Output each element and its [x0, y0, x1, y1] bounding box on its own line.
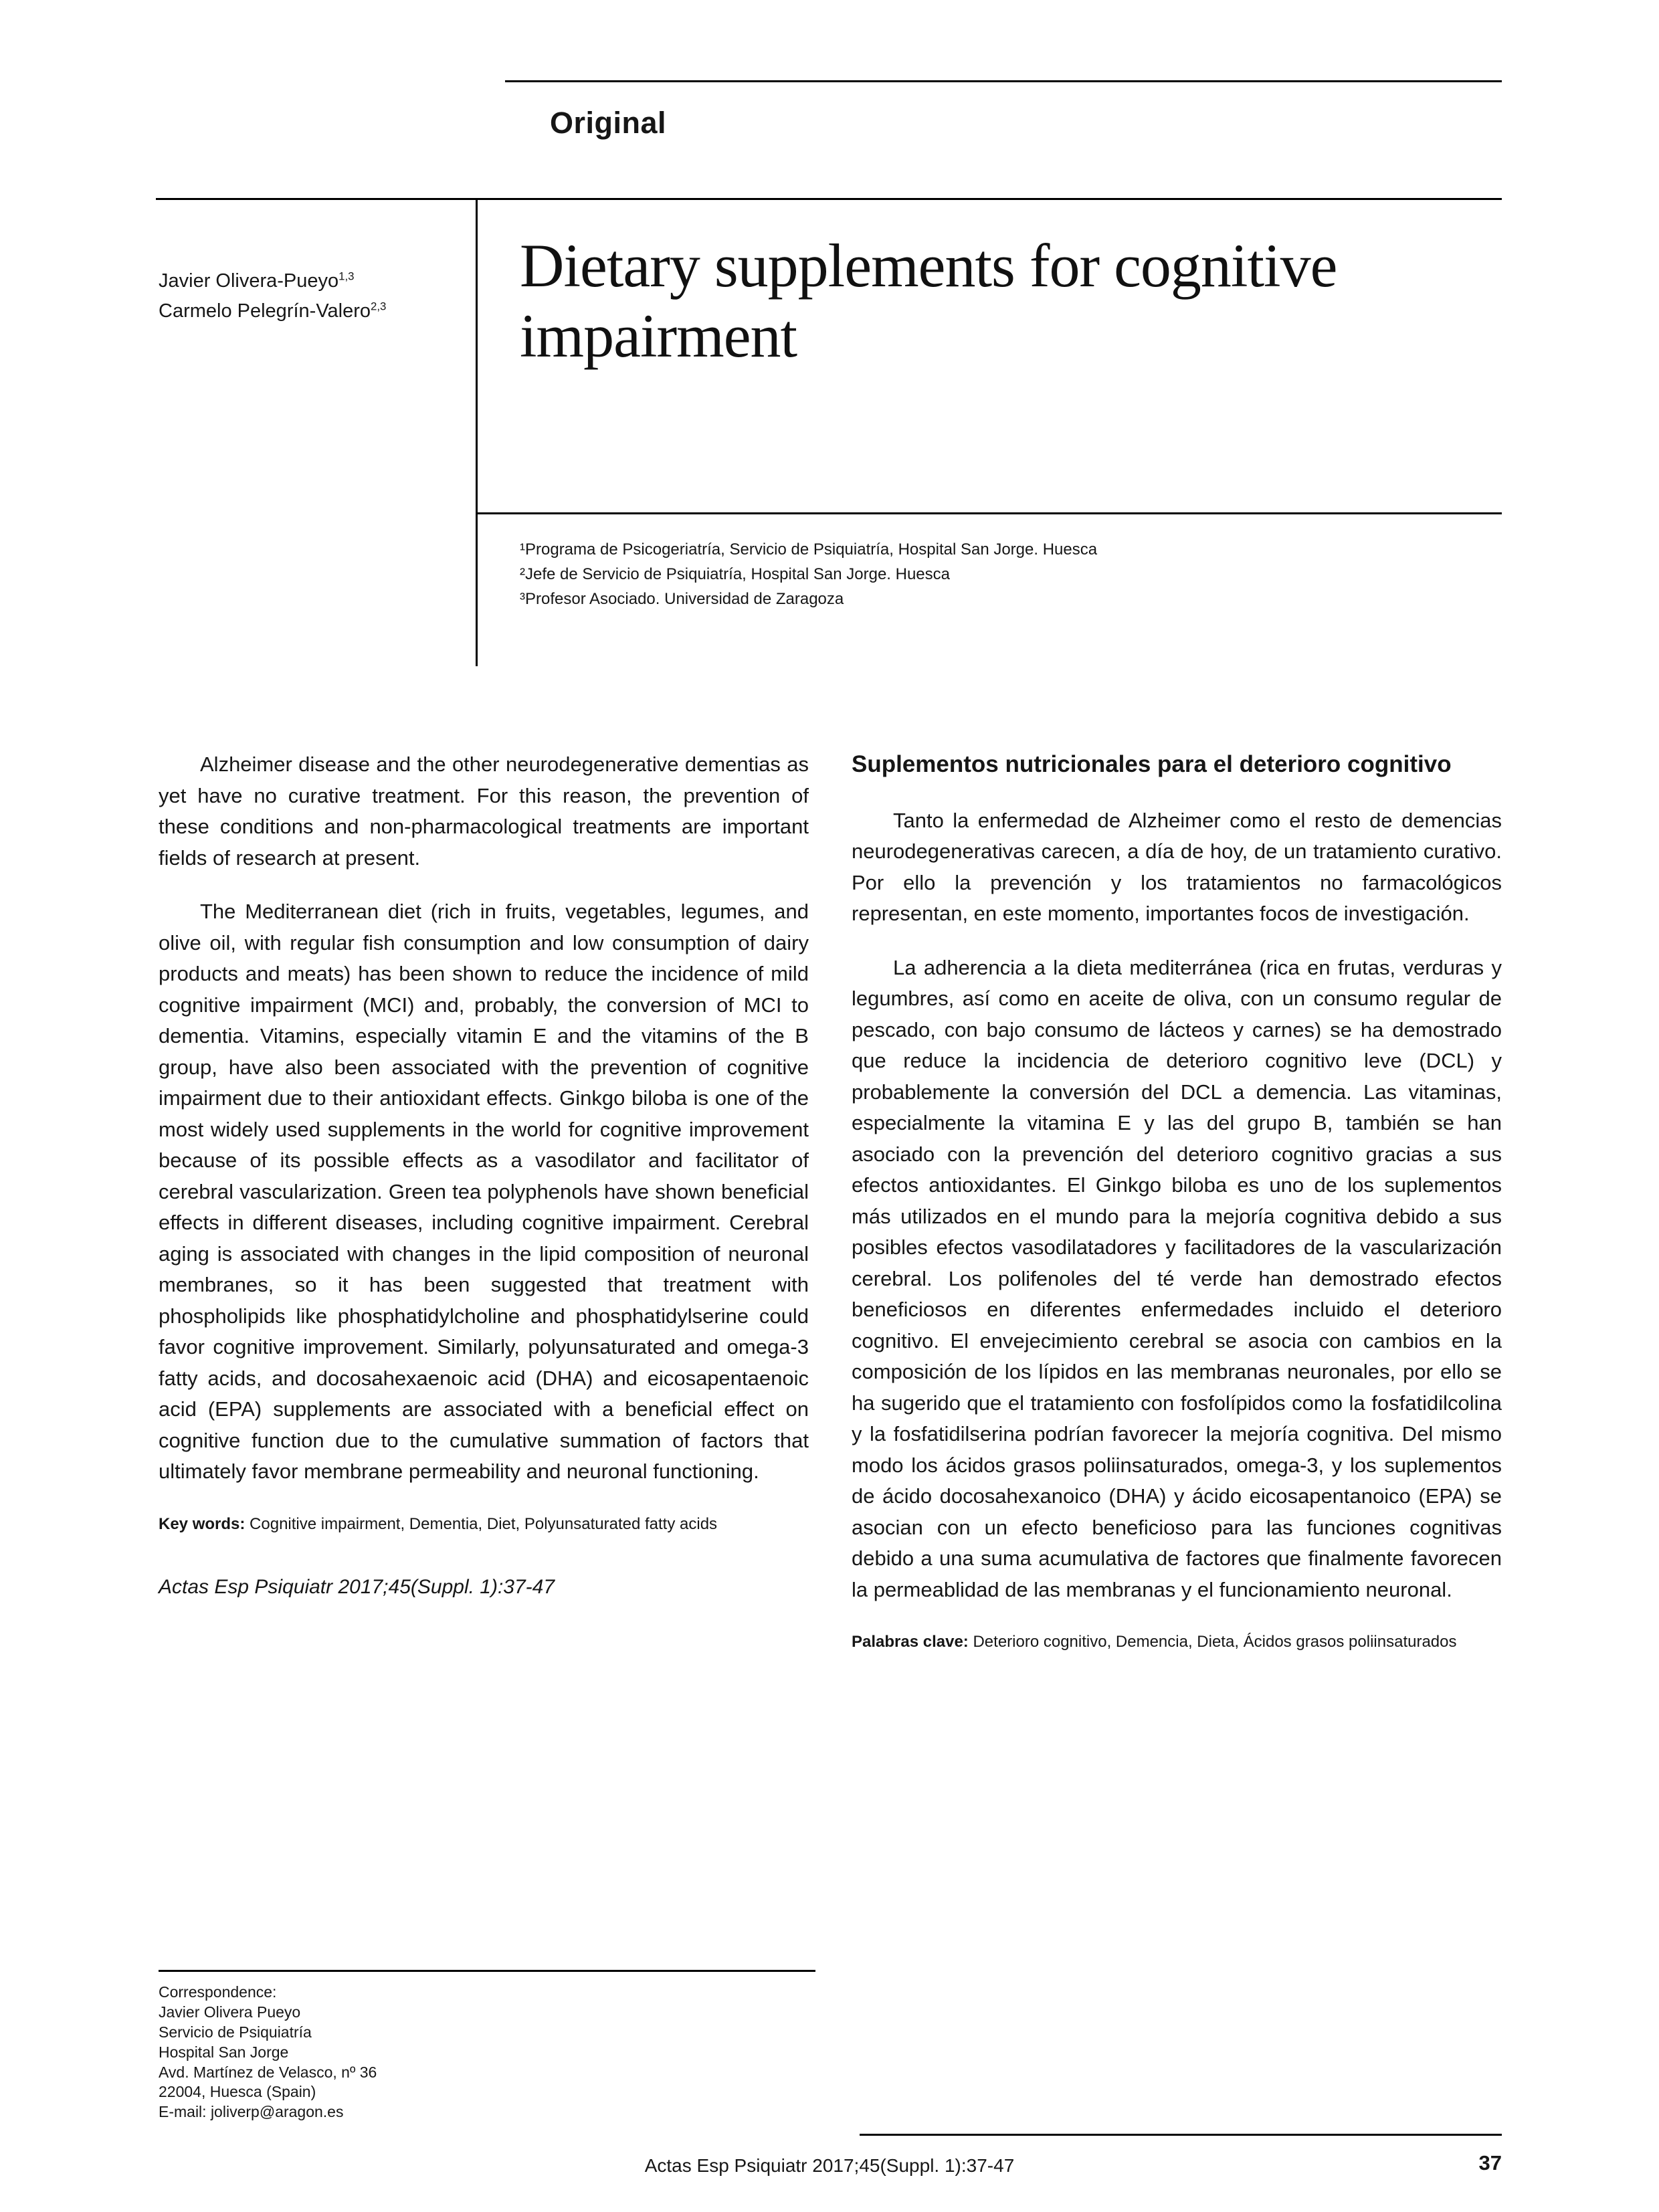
keywords-en-text: Cognitive impairment, Dementia, Diet, Polyunsaturated fatty acids — [250, 1514, 718, 1533]
abstract-columns — [159, 749, 1502, 1654]
abstract-es-paragraph-1: Tanto la enfermedad de Alzheimer como el resto de demencias neurodegenerativas carecen, a día de hoy, de un tratamiento curativo. Por ello la prevención y los tratamientos no farmacológicos representan, en este momento, importantes focos de investigación. — [852, 808, 1502, 925]
correspondence-address: Avd. Martínez de Velasco, nº 36 — [159, 2063, 377, 2081]
abstract-english — [159, 749, 809, 1654]
title-bottom-rule — [476, 512, 1502, 514]
correspondence-name: Javier Olivera Pueyo — [159, 2003, 301, 2021]
spanish-abstract-title: Suplementos nutricionales para el deterioro cognitivo — [852, 751, 1452, 777]
author-affiliation-sup: 1,3 — [338, 270, 355, 283]
author-name: Javier Olivera-Pueyo — [159, 270, 339, 292]
correspondence-dept: Servicio de Psiquiatría — [159, 2023, 312, 2041]
page-number: 37 — [1478, 2151, 1502, 2175]
article-title: Dietary supplements for cognitive impairment — [520, 231, 1337, 370]
author-block — [159, 266, 386, 326]
correspondence-city: 22004, Huesca (Spain) — [159, 2083, 316, 2101]
header-bottom-rule — [156, 198, 1502, 200]
author-name: Carmelo Pelegrín-Valero — [159, 300, 371, 322]
abstract-en-paragraph-2: The Mediterranean diet (rich in fruits, vegetables, legumes, and olive oil, with regular fish consumption and low consumption of dairy products and meats) has been shown to reduce the incidence of mild cognitive impairment (MCI) and, probably, the conversion of MCI to dementia. Vitamins, especially vitamin E and the vitamins of the B group, have also been associated with the prevention of cognitive impairment due to their antioxidant effects. Ginkgo biloba is one of the most widely used supplements in the world for cognitive improvement because of its possible effects as a vasodilator and facilitator of cerebral vascularization. Green tea polyphenols have shown beneficial effects in different diseases, including cognitive impairment. Cerebral aging is associated with changes in the lipid composition of neuronal membranes, so it has been suggested that treatment with phospholipids like phosphatidylcholine and phosphatidylserine could favor cognitive improvement. Similarly, polyunsaturated and omega-3 fatty acids, and docosahexaenoic acid (DHA) and eicosapentaenoic acid (EPA) supplements are associated with a beneficial effect on cognitive function due to the cumulative summation of factors that ultimately favor membrane permeability and neuronal functioning. — [159, 900, 809, 1483]
masthead-vertical-divider — [476, 198, 478, 666]
author-line — [159, 266, 386, 296]
author-affiliation-sup: 2,3 — [371, 300, 387, 313]
footer-citation: Actas Esp Psiquiatr 2017;45(Suppl. 1):37-47 — [644, 2155, 1015, 2176]
author-line — [159, 296, 386, 326]
abstract-spanish — [852, 749, 1502, 1654]
keywords-es-text: Deterioro cognitivo, Demencia, Dieta, Ácidos grasos poliinsaturados — [973, 1633, 1457, 1651]
header-top-rule — [505, 80, 1502, 82]
abstract-en-paragraph-1: Alzheimer disease and the other neurodegenerative dementias as yet have no curative treatment. For this reason, the prevention of these conditions and non-pharmacological treatments are important fields of research at present. — [159, 752, 809, 870]
keywords-es-label: Palabras clave: — [852, 1633, 969, 1651]
affiliations-block — [520, 537, 1097, 612]
correspondence-label: Correspondence: — [159, 1983, 277, 2001]
affiliation-line: ²Jefe de Servicio de Psiquiatría, Hospital San Jorge. Huesca — [520, 565, 950, 584]
correspondence-block — [159, 1970, 815, 2122]
correspondence-hospital: Hospital San Jorge — [159, 2043, 289, 2061]
keywords-en-label: Key words: — [159, 1514, 246, 1533]
article-citation: Actas Esp Psiquiatr 2017;45(Suppl. 1):37-47 — [159, 1576, 555, 1599]
correspondence-email: E-mail: joliverp@aragon.es — [159, 2103, 344, 2121]
section-label: Original — [550, 106, 667, 140]
keywords-es — [852, 1631, 1502, 1654]
affiliation-line: ¹Programa de Psicogeriatría, Servicio de Psiquiatría, Hospital San Jorge. Huesca — [520, 540, 1098, 559]
affiliation-line: ³Profesor Asociado. Universidad de Zaragoza — [520, 590, 844, 609]
footer-rule — [860, 2134, 1502, 2136]
abstract-es-paragraph-2: La adherencia a la dieta mediterránea (rica en frutas, verduras y legumbres, así como en aceite de oliva, con un consumo regular de pescado, con bajo consumo de lácteos y carnes) se ha demostrado que reduce la incidencia de deterioro cognitivo leve (DCL) y probablemente la conversión del DCL a demencia. Las vitaminas, especialmente la vitamina E y las del grupo B, también se han asociado con la prevención del deterioro cognitivo gracias a sus efectos antioxidantes. El Ginkgo biloba es uno de los suplementos más utilizados en el mundo para la mejoría cognitiva debido a sus posibles efectos vasodilatadores y facilitadores de la vascularización cerebral. Los polifenoles del té verde han demostrado efectos beneficiosos en diferentes enfermedades incluido el deterioro cognitivo. El envejecimiento cerebral se asocia con cambios en la composición de los lípidos en las membranas neuronales, por ello se ha sugerido que el tratamiento con fosfolípidos como la fosfatidilcolina y la fosfatidilserina podrían favorecer la mejoría cognitiva. Del mismo modo los ácidos grasos poliinsaturados, omega-3, y los suplementos de ácido docosahexanoico (DHA) y ácido eicosapentanoico (EPA) se asocian con un efecto beneficioso para las funciones cognitivas debido a una suma acumulativa de factores que finalmente favorecen la permeablidad de las membranas y el funcionamiento neuronal. — [852, 955, 1502, 1601]
keywords-en — [159, 1513, 809, 1536]
